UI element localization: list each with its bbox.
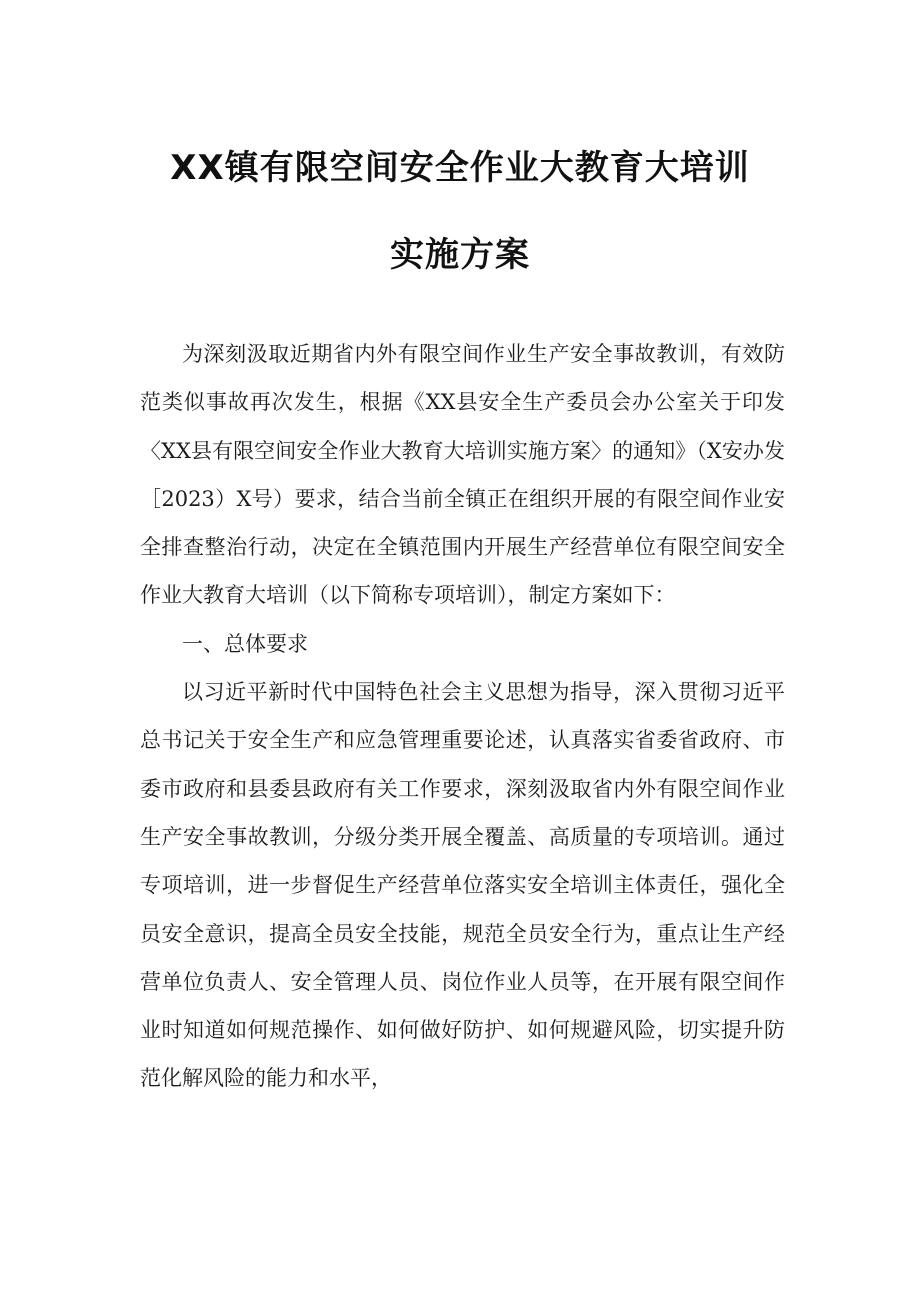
document-title-line-2: 实施方案 [390,235,530,275]
section-heading-general-requirements: 一、总体要求 [182,631,308,656]
general-requirements-paragraph: 以习近平新时代中国特色社会主义思想为指导，深入贯彻习近平总书记关于安全生产和应急管理重要论述，认真落实省委省政府、市委市政府和县委县政府有关工作要求，深刻汲取省内外有限空间作业生产安全事故教训，分级分类开展全覆盖、高质量的专项培训。通过专项培训，进一步督促生产经营单位落实安全培训主体责任，强化全员安全意识，提高全员安全技能，规范全员安全行为，重点让生产经营单位负责人、安全管理人员、岗位作业人员等，在开展有限空间作业时知道如何规范操作、如何做好防护、如何规避风险，切实提升防范化解风险的能力和水平， [140,680,785,1091]
document-body [140,330,785,1103]
intro-paragraph: 为深刻汲取近期省内外有限空间作业生产安全事故教训，有效防范类似事故再次发生，根据《XX县安全生产委员会办公室关于印发〈XX县有限空间安全作业大教育大培训实施方案〉的通知》（X安办发［2023）X号）要求，结合当前全镇正在组织开展的有限空间作业安全排查整治行动，决定在全镇范围内开展生产经营单位有限空间安全作业大教育大培训（以下简称专项培训），制定方案如下： [140,342,785,608]
document-title-line-1: XX镇有限空间安全作业大教育大培训 [170,148,750,188]
